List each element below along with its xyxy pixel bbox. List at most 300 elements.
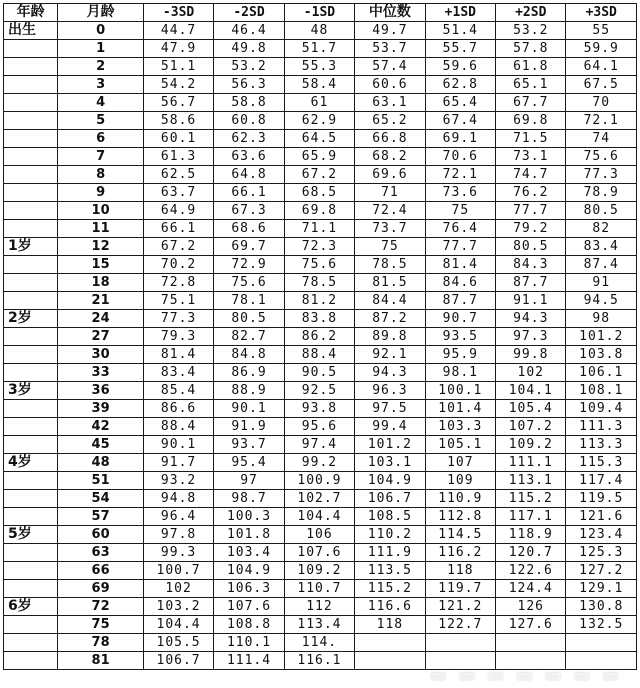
value-cell: 104.9 <box>214 562 284 580</box>
value-cell: 100.1 <box>425 382 495 400</box>
value-cell: 103.1 <box>355 454 425 472</box>
value-cell <box>355 652 425 670</box>
value-cell: 114. <box>284 634 354 652</box>
month-cell: 30 <box>58 346 144 364</box>
table-row <box>4 130 637 148</box>
value-cell: 102 <box>496 364 566 382</box>
value-cell: 49.7 <box>355 22 425 40</box>
value-cell: 93.7 <box>214 436 284 454</box>
value-cell: 91.1 <box>496 292 566 310</box>
value-cell: 106 <box>284 526 354 544</box>
value-cell: 109 <box>425 472 495 490</box>
value-cell: 65.9 <box>284 148 354 166</box>
value-cell: 126 <box>496 598 566 616</box>
value-cell: 90.5 <box>284 364 354 382</box>
value-cell: 67.4 <box>425 112 495 130</box>
value-cell: 84.4 <box>355 292 425 310</box>
table-body <box>4 22 637 670</box>
value-cell: 108.1 <box>566 382 637 400</box>
value-cell: 67.2 <box>143 238 213 256</box>
table-row <box>4 400 637 418</box>
table-row <box>4 40 637 58</box>
value-cell: 127.2 <box>566 562 637 580</box>
value-cell: 88.9 <box>214 382 284 400</box>
age-cell: 2岁 <box>4 310 58 328</box>
month-cell: 6 <box>58 130 144 148</box>
value-cell: 105.5 <box>143 634 213 652</box>
value-cell: 106.7 <box>355 490 425 508</box>
value-cell: 106.3 <box>214 580 284 598</box>
table-row <box>4 364 637 382</box>
age-cell <box>4 76 58 94</box>
table-row <box>4 382 637 400</box>
value-cell: 97.3 <box>496 328 566 346</box>
value-cell: 77.7 <box>425 238 495 256</box>
value-cell <box>566 634 637 652</box>
age-cell <box>4 202 58 220</box>
value-cell: 72.8 <box>143 274 213 292</box>
value-cell: 81.4 <box>143 346 213 364</box>
value-cell: 68.6 <box>214 220 284 238</box>
value-cell: 66.1 <box>143 220 213 238</box>
value-cell: 71.5 <box>496 130 566 148</box>
value-cell: 84.6 <box>425 274 495 292</box>
age-cell <box>4 364 58 382</box>
value-cell: 62.9 <box>284 112 354 130</box>
height-growth-standard-table <box>3 3 637 670</box>
value-cell: 117.4 <box>566 472 637 490</box>
value-cell: 71.1 <box>284 220 354 238</box>
value-cell: 103.3 <box>425 418 495 436</box>
value-cell: 72.3 <box>284 238 354 256</box>
age-cell <box>4 112 58 130</box>
value-cell: 94.5 <box>566 292 637 310</box>
value-cell: 58.8 <box>214 94 284 112</box>
value-cell: 119.7 <box>425 580 495 598</box>
table-row <box>4 472 637 490</box>
month-cell: 21 <box>58 292 144 310</box>
age-cell: 6岁 <box>4 598 58 616</box>
value-cell: 98 <box>566 310 637 328</box>
table-row <box>4 184 637 202</box>
month-cell: 0 <box>58 22 144 40</box>
value-cell: 105.4 <box>496 400 566 418</box>
table-row <box>4 418 637 436</box>
value-cell: 69.7 <box>214 238 284 256</box>
value-cell: 73.6 <box>425 184 495 202</box>
watermark-overlay: ▬ ▬ ▬ ▬ ▬ ▬ ▬ <box>429 665 622 686</box>
value-cell: 101.2 <box>355 436 425 454</box>
value-cell: 62.5 <box>143 166 213 184</box>
value-cell: 72.9 <box>214 256 284 274</box>
value-cell: 98.7 <box>214 490 284 508</box>
value-cell: 107 <box>425 454 495 472</box>
table-row <box>4 346 637 364</box>
value-cell: 85.4 <box>143 382 213 400</box>
value-cell: 109.2 <box>284 562 354 580</box>
value-cell: 103.4 <box>214 544 284 562</box>
age-cell <box>4 256 58 274</box>
age-cell <box>4 580 58 598</box>
value-cell: 81.4 <box>425 256 495 274</box>
table-row <box>4 256 637 274</box>
value-cell: 67.7 <box>496 94 566 112</box>
value-cell: 110.7 <box>284 580 354 598</box>
age-cell <box>4 472 58 490</box>
month-cell: 18 <box>58 274 144 292</box>
value-cell: 116.2 <box>425 544 495 562</box>
value-cell: 110.2 <box>355 526 425 544</box>
value-cell: 61.8 <box>496 58 566 76</box>
value-cell: 62.3 <box>214 130 284 148</box>
value-cell: 97.4 <box>284 436 354 454</box>
age-cell <box>4 346 58 364</box>
table-row <box>4 598 637 616</box>
value-cell: 113.3 <box>566 436 637 454</box>
value-cell: 74.7 <box>496 166 566 184</box>
value-cell: 48 <box>284 22 354 40</box>
value-cell: 63.6 <box>214 148 284 166</box>
header-minus-2sd: -2SD <box>214 4 284 22</box>
value-cell: 118.9 <box>496 526 566 544</box>
value-cell <box>355 634 425 652</box>
month-cell: 45 <box>58 436 144 454</box>
value-cell: 61.3 <box>143 148 213 166</box>
value-cell: 118 <box>355 616 425 634</box>
value-cell: 53.7 <box>355 40 425 58</box>
value-cell: 69.8 <box>496 112 566 130</box>
month-cell: 8 <box>58 166 144 184</box>
value-cell: 119.5 <box>566 490 637 508</box>
table-row <box>4 490 637 508</box>
value-cell: 109.4 <box>566 400 637 418</box>
value-cell: 111.3 <box>566 418 637 436</box>
value-cell: 53.2 <box>214 58 284 76</box>
value-cell: 73.1 <box>496 148 566 166</box>
value-cell: 83.4 <box>566 238 637 256</box>
value-cell: 82 <box>566 220 637 238</box>
table-row <box>4 526 637 544</box>
value-cell: 61 <box>284 94 354 112</box>
value-cell: 86.6 <box>143 400 213 418</box>
value-cell: 92.5 <box>284 382 354 400</box>
month-cell: 81 <box>58 652 144 670</box>
value-cell: 86.2 <box>284 328 354 346</box>
value-cell: 112.8 <box>425 508 495 526</box>
value-cell: 100.3 <box>214 508 284 526</box>
value-cell: 57.8 <box>496 40 566 58</box>
value-cell: 87.2 <box>355 310 425 328</box>
header-month: 月龄 <box>58 4 144 22</box>
table-row <box>4 310 637 328</box>
age-cell <box>4 58 58 76</box>
age-cell <box>4 184 58 202</box>
table-row <box>4 436 637 454</box>
value-cell: 100.9 <box>284 472 354 490</box>
age-cell <box>4 292 58 310</box>
value-cell: 106.7 <box>143 652 213 670</box>
month-cell: 27 <box>58 328 144 346</box>
value-cell: 90.1 <box>143 436 213 454</box>
value-cell: 88.4 <box>284 346 354 364</box>
age-cell <box>4 616 58 634</box>
value-cell: 58.6 <box>143 112 213 130</box>
value-cell <box>496 634 566 652</box>
value-cell: 65.2 <box>355 112 425 130</box>
month-cell: 66 <box>58 562 144 580</box>
value-cell: 90.7 <box>425 310 495 328</box>
value-cell: 53.2 <box>496 22 566 40</box>
value-cell: 115.2 <box>355 580 425 598</box>
value-cell: 65.4 <box>425 94 495 112</box>
month-cell: 63 <box>58 544 144 562</box>
month-cell: 7 <box>58 148 144 166</box>
value-cell: 96.4 <box>143 508 213 526</box>
value-cell: 102.7 <box>284 490 354 508</box>
age-cell <box>4 418 58 436</box>
header-plus-2sd: +2SD <box>496 4 566 22</box>
value-cell: 122.6 <box>496 562 566 580</box>
header-age: 年龄 <box>4 4 58 22</box>
value-cell: 83.4 <box>143 364 213 382</box>
value-cell: 94.3 <box>355 364 425 382</box>
value-cell: 72.4 <box>355 202 425 220</box>
value-cell: 91.7 <box>143 454 213 472</box>
value-cell: 77.3 <box>143 310 213 328</box>
value-cell: 108.5 <box>355 508 425 526</box>
month-cell: 54 <box>58 490 144 508</box>
value-cell: 117.1 <box>496 508 566 526</box>
value-cell: 70.2 <box>143 256 213 274</box>
value-cell: 123.4 <box>566 526 637 544</box>
age-cell <box>4 508 58 526</box>
value-cell: 104.4 <box>143 616 213 634</box>
table-row <box>4 58 637 76</box>
table-row <box>4 22 637 40</box>
value-cell: 75.6 <box>284 256 354 274</box>
value-cell: 68.5 <box>284 184 354 202</box>
value-cell: 87.7 <box>496 274 566 292</box>
value-cell: 56.3 <box>214 76 284 94</box>
value-cell: 125.3 <box>566 544 637 562</box>
value-cell: 64.8 <box>214 166 284 184</box>
value-cell: 102 <box>143 580 213 598</box>
value-cell: 109.2 <box>496 436 566 454</box>
age-cell <box>4 40 58 58</box>
value-cell: 51.1 <box>143 58 213 76</box>
value-cell: 132.5 <box>566 616 637 634</box>
table-row <box>4 76 637 94</box>
age-cell: 3岁 <box>4 382 58 400</box>
value-cell: 114.5 <box>425 526 495 544</box>
month-cell: 1 <box>58 40 144 58</box>
table-row <box>4 292 637 310</box>
value-cell: 99.2 <box>284 454 354 472</box>
age-cell <box>4 634 58 652</box>
age-cell: 5岁 <box>4 526 58 544</box>
value-cell: 93.8 <box>284 400 354 418</box>
table-row <box>4 580 637 598</box>
value-cell: 51.4 <box>425 22 495 40</box>
value-cell: 77.7 <box>496 202 566 220</box>
value-cell: 95.6 <box>284 418 354 436</box>
header-plus-1sd: +1SD <box>425 4 495 22</box>
value-cell: 121.2 <box>425 598 495 616</box>
month-cell: 2 <box>58 58 144 76</box>
value-cell: 93.5 <box>425 328 495 346</box>
value-cell: 115.3 <box>566 454 637 472</box>
value-cell: 87.7 <box>425 292 495 310</box>
table-row <box>4 94 637 112</box>
value-cell: 78.1 <box>214 292 284 310</box>
value-cell: 47.9 <box>143 40 213 58</box>
value-cell: 72.1 <box>566 112 637 130</box>
value-cell: 88.4 <box>143 418 213 436</box>
value-cell: 72.1 <box>425 166 495 184</box>
value-cell: 130.8 <box>566 598 637 616</box>
month-cell: 4 <box>58 94 144 112</box>
value-cell: 99.3 <box>143 544 213 562</box>
value-cell: 71 <box>355 184 425 202</box>
value-cell: 75.6 <box>566 148 637 166</box>
value-cell: 44.7 <box>143 22 213 40</box>
header-minus-3sd: -3SD <box>143 4 213 22</box>
age-cell <box>4 652 58 670</box>
value-cell: 70.6 <box>425 148 495 166</box>
value-cell: 97 <box>214 472 284 490</box>
value-cell: 87.4 <box>566 256 637 274</box>
value-cell: 59.9 <box>566 40 637 58</box>
table-row <box>4 220 637 238</box>
age-cell <box>4 130 58 148</box>
age-cell <box>4 94 58 112</box>
value-cell: 67.3 <box>214 202 284 220</box>
age-cell: 4岁 <box>4 454 58 472</box>
value-cell: 73.7 <box>355 220 425 238</box>
value-cell: 74 <box>566 130 637 148</box>
value-cell: 66.8 <box>355 130 425 148</box>
value-cell: 112 <box>284 598 354 616</box>
value-cell: 111.1 <box>496 454 566 472</box>
month-cell: 42 <box>58 418 144 436</box>
age-cell <box>4 562 58 580</box>
value-cell: 63.1 <box>355 94 425 112</box>
value-cell: 75 <box>425 202 495 220</box>
table-row <box>4 148 637 166</box>
value-cell: 89.8 <box>355 328 425 346</box>
table-row <box>4 634 637 652</box>
value-cell: 67.2 <box>284 166 354 184</box>
header-minus-1sd: -1SD <box>284 4 354 22</box>
header-median: 中位数 <box>355 4 425 22</box>
value-cell: 79.3 <box>143 328 213 346</box>
value-cell: 113.5 <box>355 562 425 580</box>
value-cell: 80.5 <box>214 310 284 328</box>
value-cell: 98.1 <box>425 364 495 382</box>
age-cell <box>4 166 58 184</box>
month-cell: 10 <box>58 202 144 220</box>
value-cell: 91 <box>566 274 637 292</box>
value-cell: 57.4 <box>355 58 425 76</box>
value-cell: 107.6 <box>214 598 284 616</box>
value-cell: 55.3 <box>284 58 354 76</box>
value-cell: 92.1 <box>355 346 425 364</box>
value-cell: 105.1 <box>425 436 495 454</box>
age-cell <box>4 436 58 454</box>
month-cell: 57 <box>58 508 144 526</box>
month-cell: 11 <box>58 220 144 238</box>
table-row <box>4 328 637 346</box>
month-cell: 78 <box>58 634 144 652</box>
table-row <box>4 202 637 220</box>
value-cell: 54.2 <box>143 76 213 94</box>
month-cell: 3 <box>58 76 144 94</box>
value-cell: 103.2 <box>143 598 213 616</box>
month-cell: 36 <box>58 382 144 400</box>
value-cell: 110.1 <box>214 634 284 652</box>
value-cell: 49.8 <box>214 40 284 58</box>
value-cell: 78.9 <box>566 184 637 202</box>
value-cell: 110.9 <box>425 490 495 508</box>
value-cell: 58.4 <box>284 76 354 94</box>
value-cell: 95.9 <box>425 346 495 364</box>
month-cell: 75 <box>58 616 144 634</box>
table-row <box>4 274 637 292</box>
month-cell: 5 <box>58 112 144 130</box>
value-cell: 55.7 <box>425 40 495 58</box>
value-cell: 120.7 <box>496 544 566 562</box>
value-cell: 60.1 <box>143 130 213 148</box>
table-row <box>4 166 637 184</box>
value-cell: 75.6 <box>214 274 284 292</box>
value-cell: 60.6 <box>355 76 425 94</box>
value-cell: 99.8 <box>496 346 566 364</box>
value-cell: 76.2 <box>496 184 566 202</box>
value-cell: 64.9 <box>143 202 213 220</box>
value-cell: 69.8 <box>284 202 354 220</box>
value-cell: 97.5 <box>355 400 425 418</box>
value-cell: 78.5 <box>355 256 425 274</box>
value-cell: 75 <box>355 238 425 256</box>
age-cell: 1岁 <box>4 238 58 256</box>
value-cell: 77.3 <box>566 166 637 184</box>
value-cell: 129.1 <box>566 580 637 598</box>
value-cell: 104.9 <box>355 472 425 490</box>
value-cell: 76.4 <box>425 220 495 238</box>
value-cell: 118 <box>425 562 495 580</box>
value-cell <box>496 652 566 670</box>
age-cell <box>4 328 58 346</box>
value-cell: 80.5 <box>496 238 566 256</box>
value-cell: 104.1 <box>496 382 566 400</box>
value-cell <box>566 652 637 670</box>
value-cell: 81.5 <box>355 274 425 292</box>
value-cell: 94.8 <box>143 490 213 508</box>
value-cell: 46.4 <box>214 22 284 40</box>
value-cell: 65.1 <box>496 76 566 94</box>
value-cell: 111.4 <box>214 652 284 670</box>
table-row <box>4 616 637 634</box>
month-cell: 48 <box>58 454 144 472</box>
value-cell: 79.2 <box>496 220 566 238</box>
value-cell: 100.7 <box>143 562 213 580</box>
value-cell: 56.7 <box>143 94 213 112</box>
header-row <box>4 4 637 22</box>
value-cell: 90.1 <box>214 400 284 418</box>
value-cell: 93.2 <box>143 472 213 490</box>
month-cell: 9 <box>58 184 144 202</box>
month-cell: 12 <box>58 238 144 256</box>
